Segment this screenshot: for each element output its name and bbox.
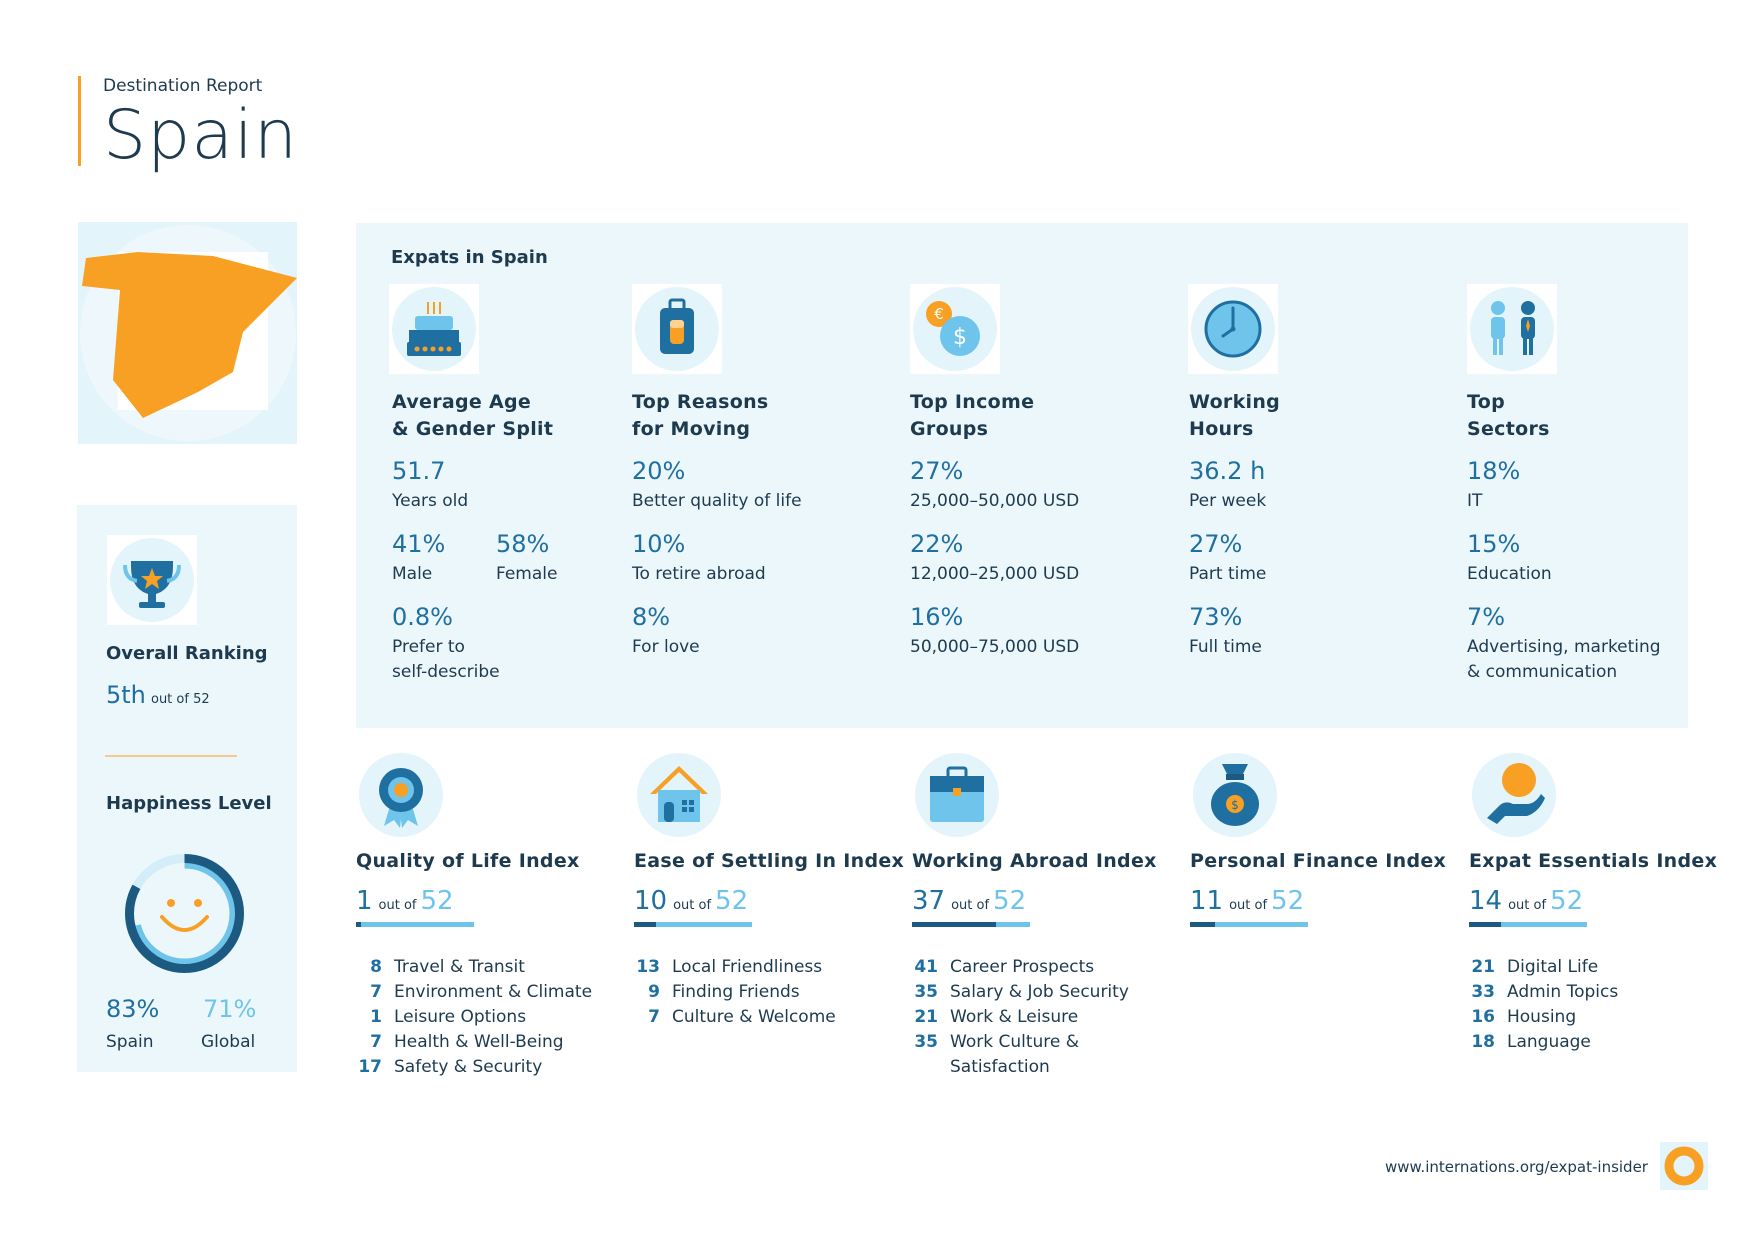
subcategory-rank: 18: [1471, 1032, 1495, 1052]
working-abroad-index: [912, 850, 1157, 1080]
sectors-column: [1467, 389, 1661, 685]
subcategory-row: [912, 980, 1157, 1005]
subcategory-rank: 7: [370, 1032, 382, 1052]
income-label: 50,000–75,000 USD: [910, 637, 1080, 657]
age-title-line1: Average Age: [392, 391, 532, 413]
subcategory-rank: 21: [1471, 957, 1495, 977]
overall-ranking-value: 5th: [106, 681, 146, 709]
overall-ranking-total: out of 52: [150, 692, 210, 707]
female-label: Female: [496, 564, 558, 584]
index-subcategories: [912, 955, 1157, 1080]
subcategory-rank: 16: [1471, 1007, 1495, 1027]
subcategory-row: [634, 980, 904, 1005]
age-gender-column: [392, 389, 557, 685]
clock-icon: [1188, 284, 1278, 374]
svg-text:$: $: [953, 325, 967, 350]
sector-label: IT: [1467, 491, 1483, 511]
subcategory-label: Work & Leisure: [950, 1007, 1079, 1027]
index-rank-bar: [634, 922, 752, 927]
subcategory-label: Finding Friends: [672, 982, 800, 1002]
index-subcategories: [634, 955, 904, 1030]
subcategory-label: Local Friendliness: [672, 957, 823, 977]
hand-coin-icon: [1469, 750, 1559, 840]
subcategory-rank: 17: [358, 1057, 382, 1077]
subcategory-rank: 21: [914, 1007, 938, 1027]
subcategory-row: [912, 1005, 1157, 1030]
expats-panel: [356, 223, 1688, 728]
subcategory-row: [356, 1055, 592, 1080]
page-title: Spain: [103, 96, 298, 175]
subcategory-rank: 7: [648, 1007, 660, 1027]
overall-ranking: [106, 681, 210, 709]
reasons-title-line2: for Moving: [632, 418, 751, 440]
subcategory-row: [912, 955, 1157, 980]
subcategory-row: [1469, 955, 1717, 980]
expats-heading: Expats in Spain: [391, 247, 548, 268]
subcategory-label: Culture & Welcome: [672, 1007, 836, 1027]
happiness-global-label: Global: [201, 1032, 256, 1052]
briefcase-icon: [912, 750, 1002, 840]
subcategory-label: Environment & Climate: [394, 982, 593, 1002]
hours-value: 73%: [1189, 603, 1243, 631]
happiness-spain-label: Spain: [106, 1032, 154, 1052]
income-label: 12,000–25,000 USD: [910, 564, 1080, 584]
subcategory-label: Language: [1507, 1032, 1591, 1052]
sector-value: 15%: [1467, 530, 1521, 558]
income-title-line1: Top Income: [910, 391, 1035, 413]
footer-url[interactable]: www.internations.org/expat-insider: [1385, 1158, 1648, 1176]
subcategory-rank: [912, 1055, 938, 1080]
index-rank-bar: [1190, 922, 1308, 927]
reason-value: 10%: [632, 530, 686, 558]
coins-icon: [910, 284, 1000, 374]
subcategory-label: Work Culture &: [950, 1032, 1079, 1052]
income-value: 27%: [910, 457, 964, 485]
reason-label: For love: [632, 637, 700, 657]
birthday-cake-icon: [389, 284, 479, 374]
index-rank-bar: [356, 922, 474, 927]
subcategory-rank: 8: [370, 957, 382, 977]
happiness-global-value: 71%: [203, 995, 257, 1023]
index-rank-bar: [912, 922, 1030, 927]
index-rank: 11 out of 52: [1190, 886, 1305, 916]
suitcase-icon: [632, 284, 722, 374]
subcategory-rank: 1: [370, 1007, 382, 1027]
subcategory-label: Digital Life: [1507, 957, 1599, 977]
sector-label: Advertising, marketing: [1467, 637, 1661, 657]
index-title: Personal Finance Index: [1190, 850, 1447, 872]
income-title-line2: Groups: [910, 418, 989, 440]
page-header: [78, 76, 298, 175]
subcategory-row: [634, 955, 904, 980]
subcategory-label: Career Prospects: [950, 957, 1095, 977]
subcategory-row: [634, 1005, 904, 1030]
personal-finance-index: [1190, 850, 1446, 955]
sector-value: 18%: [1467, 457, 1521, 485]
hours-label: Per week: [1189, 491, 1267, 511]
subcategory-label: Safety & Security: [394, 1057, 543, 1077]
index-title: Ease of Settling In Index: [634, 850, 905, 872]
subcategory-rank: 41: [914, 957, 938, 977]
hours-title-line2: Hours: [1189, 418, 1254, 440]
happiness-spain-value: 83%: [106, 995, 160, 1023]
sector-label: Education: [1467, 564, 1552, 584]
index-title: Quality of Life Index: [356, 850, 580, 872]
subcategory-rank: 35: [914, 982, 938, 1002]
hours-value: 36.2 h: [1189, 457, 1266, 485]
subcategory-row: [356, 955, 592, 980]
index-title: Expat Essentials Index: [1469, 850, 1718, 872]
svg-text:€: €: [934, 305, 944, 323]
index-rank: 14 out of 52: [1469, 886, 1584, 916]
reasons-title-line1: Top Reasons: [632, 391, 769, 413]
reason-label: Better quality of life: [632, 491, 802, 511]
people-icon: [1467, 284, 1557, 374]
hours-value: 27%: [1189, 530, 1243, 558]
income-value: 22%: [910, 530, 964, 558]
subcategory-label: Health & Well-Being: [394, 1032, 564, 1052]
subcategory-rank: 33: [1471, 982, 1495, 1002]
index-rank: 1 out of 52: [356, 886, 454, 916]
self-describe-label-2: self-describe: [392, 662, 500, 682]
happiness-ring-chart: [122, 851, 247, 980]
subcategory-row: [1469, 980, 1717, 1005]
expat-essentials-index: [1469, 850, 1717, 1055]
male-label: Male: [392, 564, 433, 584]
reason-value: 20%: [632, 457, 686, 485]
left-summary-panel: [77, 505, 297, 1072]
house-icon: [634, 750, 724, 840]
index-subcategories: [1469, 955, 1717, 1055]
subcategory-label: Salary & Job Security: [950, 982, 1129, 1002]
subcategory-rank: 9: [648, 982, 660, 1002]
sectors-title-line1: Top: [1467, 391, 1505, 413]
average-age-value: 51.7: [392, 457, 446, 485]
quality-of-life-index: [356, 850, 592, 1080]
self-describe-label-1: Prefer to: [392, 637, 465, 657]
subcategory-row: [1469, 1005, 1717, 1030]
overall-ranking-heading: Overall Ranking: [106, 643, 268, 664]
country-map: [78, 222, 297, 444]
subcategory-label: Satisfaction: [950, 1057, 1050, 1077]
subcategory-rank: 7: [370, 982, 382, 1002]
happiness-global-arc: [137, 866, 233, 962]
subcategory-row: [356, 1030, 592, 1055]
rosette-icon: [356, 750, 446, 840]
reason-value: 8%: [632, 603, 671, 631]
sector-value: 7%: [1467, 603, 1506, 631]
reason-label: To retire abroad: [632, 564, 766, 584]
self-describe-value: 0.8%: [392, 603, 453, 631]
index-subcategories: [356, 955, 592, 1080]
female-value: 58%: [496, 530, 550, 558]
hours-title-line1: Working: [1189, 391, 1281, 413]
age-title-line2: & Gender Split: [392, 418, 554, 440]
internations-logo-icon: [1660, 1142, 1708, 1190]
subcategory-row: [912, 1030, 1157, 1055]
index-title: Working Abroad Index: [912, 850, 1157, 872]
ease-of-settling-in-index: [634, 850, 904, 1030]
subcategory-label: Admin Topics: [1507, 982, 1619, 1002]
trophy-icon: [107, 535, 197, 625]
hours-label: Part time: [1189, 564, 1267, 584]
subcategory-row: [356, 980, 592, 1005]
reasons-column: [632, 389, 802, 660]
male-value: 41%: [392, 530, 446, 558]
index-rank: 10 out of 52: [634, 886, 749, 916]
subcategory-row: [912, 1055, 1157, 1080]
subcategory-label: Travel & Transit: [394, 957, 525, 977]
index-rank: 37 out of 52: [912, 886, 1027, 916]
subcategory-label: Housing: [1507, 1007, 1577, 1027]
report-subtitle: Destination Report: [103, 76, 263, 96]
sector-label-continued: & communication: [1467, 662, 1618, 682]
income-value: 16%: [910, 603, 964, 631]
subcategory-row: [356, 1005, 592, 1030]
index-rank-bar: [1469, 922, 1587, 927]
average-age-label: Years old: [392, 491, 469, 511]
subcategory-label: Leisure Options: [394, 1007, 527, 1027]
income-label: 25,000–50,000 USD: [910, 491, 1080, 511]
hours-label: Full time: [1189, 637, 1262, 657]
income-column: [910, 389, 1079, 660]
money-bag-icon: [1190, 750, 1280, 840]
subcategory-rank: 13: [636, 957, 660, 977]
smiley-icon: [162, 899, 207, 930]
divider: [105, 755, 237, 757]
happiness-heading: Happiness Level: [106, 793, 272, 814]
subcategory-rank: 35: [914, 1032, 938, 1052]
sectors-title-line2: Sectors: [1467, 418, 1550, 440]
subcategory-row: [1469, 1030, 1717, 1055]
svg-text:$: $: [1231, 798, 1239, 812]
hours-column: [1189, 389, 1280, 660]
